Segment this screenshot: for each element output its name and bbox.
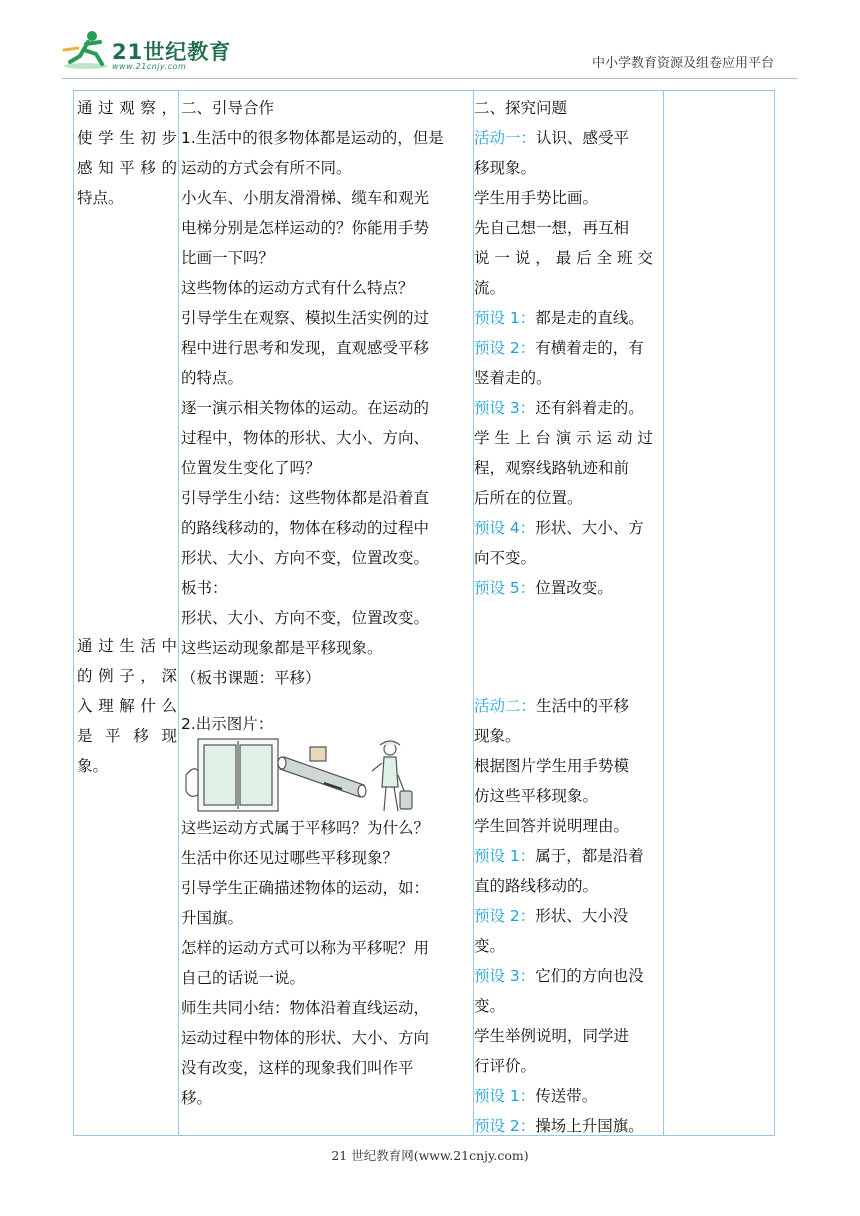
platform-name: 中小学教育资源及组卷应用平台 bbox=[591, 56, 774, 71]
student-line: 后所在的位置。 bbox=[474, 489, 583, 507]
teacher-line: 升国旗。 bbox=[181, 909, 244, 927]
objective-line: 通过生活中 bbox=[77, 637, 177, 655]
teacher-line: 引导学生正确描述物体的运动，如： bbox=[181, 879, 430, 897]
preset-line: 预设 1：传送带。 bbox=[474, 1087, 598, 1105]
preset-line: 预设 2：有横着走的，有 bbox=[474, 339, 644, 357]
teacher-line: 1.生活中的很多物体都是运动的，但是 bbox=[181, 129, 444, 147]
picture-label: 2.出示图片： bbox=[181, 715, 274, 733]
teacher-line: 移。 bbox=[181, 1089, 213, 1107]
preset-line: 预设 5：位置改变。 bbox=[474, 579, 613, 597]
conveyor-belt-icon bbox=[278, 747, 366, 797]
objective-line: 通过观察， bbox=[77, 99, 177, 117]
teacher-line: 运动的方式会有所不同。 bbox=[181, 159, 352, 177]
student-line: 根据图片学生用手势模 bbox=[474, 757, 630, 775]
preset-label: 预设 1： bbox=[474, 847, 536, 865]
student-line: 学生回答并说明理由。 bbox=[474, 817, 630, 835]
objective-line: 使学生初步 bbox=[77, 129, 177, 147]
preset-label: 预设 5： bbox=[474, 579, 536, 597]
student-line: 行评价。 bbox=[474, 1057, 537, 1075]
teacher-line: 的特点。 bbox=[181, 369, 244, 387]
student-line: 学生举例说明，同学进 bbox=[474, 1027, 630, 1045]
student-line: 先自己想一想，再互相 bbox=[474, 219, 630, 237]
objective-line: 入理解什么 bbox=[77, 697, 177, 715]
preset-line: 预设 1：属于，都是沿着 bbox=[474, 847, 644, 865]
teacher-line: 怎样的运动方式可以称为平移呢？用 bbox=[181, 939, 430, 957]
activity-line: 活动二：生活中的平移 bbox=[474, 697, 630, 715]
preset-label: 预设 2： bbox=[474, 339, 536, 357]
preset-label: 预设 4： bbox=[474, 519, 536, 537]
student-line: 仿这些平移现象。 bbox=[474, 787, 599, 805]
teacher-line: 电梯分别是怎样运动的？你能用手势 bbox=[181, 219, 430, 237]
preset-line: 预设 3：它们的方向也没 bbox=[474, 967, 644, 985]
teacher-line: 程中进行思考和发现，直观感受平移 bbox=[181, 339, 430, 357]
preset-label: 预设 2： bbox=[474, 907, 536, 925]
logo-text: 21世纪教育 bbox=[112, 40, 232, 64]
page-header bbox=[0, 0, 860, 86]
sliding-window-icon bbox=[186, 739, 278, 811]
teacher-line: 这些运动方式属于平移吗？为什么？ bbox=[181, 819, 430, 837]
student-line: 流。 bbox=[474, 279, 506, 297]
student-line: 现象。 bbox=[474, 727, 521, 745]
teacher-line: 板书： bbox=[181, 579, 228, 597]
objective-line: 象。 bbox=[77, 757, 109, 775]
preset-line: 预设 2：操场上升国旗。 bbox=[474, 1117, 644, 1135]
teacher-line: 位置发生变化了吗？ bbox=[181, 459, 321, 477]
preset-label: 预设 3： bbox=[474, 967, 536, 985]
preset-label: 预设 1： bbox=[474, 309, 536, 327]
preset-line: 预设 3：还有斜着走的。 bbox=[474, 399, 644, 417]
header-divider bbox=[62, 78, 798, 79]
student-line: 向不变。 bbox=[474, 549, 537, 567]
activity-label: 活动二： bbox=[474, 697, 537, 715]
teacher-line: 的路线移动的，物体在移动的过程中 bbox=[181, 519, 430, 537]
student-line: 学 生 上 台 演 示 运 动 过 bbox=[474, 429, 653, 447]
objective-line: 的例子，深 bbox=[77, 667, 177, 685]
teacher-line: 这些运动现象都是平移现象。 bbox=[181, 639, 383, 657]
student-line: 直的路线移动的。 bbox=[474, 877, 599, 895]
traveler-with-suitcase-icon bbox=[372, 741, 412, 811]
student-line: 移现象。 bbox=[474, 159, 537, 177]
teacher-line: 比画一下吗？ bbox=[181, 249, 275, 267]
teacher-line: 自己的话说一说。 bbox=[181, 969, 306, 987]
activity-line: 活动一：认识、感受平 bbox=[474, 129, 630, 147]
page-footer: 21 世纪教育网(www.21cnjy.com) bbox=[331, 1148, 529, 1163]
preset-label: 预设 2： bbox=[474, 1117, 536, 1135]
objective-line: 特点。 bbox=[77, 189, 124, 207]
preset-line: 预设 1：都是走的直线。 bbox=[474, 309, 644, 327]
student-line: 变。 bbox=[474, 997, 506, 1015]
objective-column bbox=[74, 91, 179, 1135]
notes-column bbox=[664, 91, 774, 1135]
teacher-line: 师生共同小结：物体沿着直线运动， bbox=[181, 999, 430, 1017]
teacher-line: （板书课题：平移） bbox=[181, 669, 321, 687]
objective-line: 感知平移的 bbox=[77, 159, 177, 177]
translation-examples-illustration bbox=[184, 735, 419, 817]
teacher-line: 引导学生在观察、模拟生活实例的过 bbox=[181, 309, 430, 327]
teacher-line: 没有改变，这样的现象我们叫作平 bbox=[181, 1059, 414, 1077]
teacher-line: 引导学生小结：这些物体都是沿着直 bbox=[181, 489, 430, 507]
lesson-table bbox=[73, 90, 775, 1136]
preset-label: 预设 1： bbox=[474, 1087, 536, 1105]
teacher-line: 过程中，物体的形状、大小、方向、 bbox=[181, 429, 430, 447]
student-line: 学生用手势比画。 bbox=[474, 189, 599, 207]
teacher-line: 生活中你还见过哪些平移现象？ bbox=[181, 849, 399, 867]
student-line: 竖着走的。 bbox=[474, 369, 552, 387]
teacher-line: 运动过程中物体的形状、大小、方向 bbox=[181, 1029, 430, 1047]
student-column bbox=[474, 91, 664, 1135]
preset-line: 预设 4：形状、大小、方 bbox=[474, 519, 644, 537]
student-line: 程，观察线路轨迹和前 bbox=[474, 459, 630, 477]
activity-label: 活动一： bbox=[474, 129, 537, 147]
teacher-line: 形状、大小、方向不变，位置改变。 bbox=[181, 549, 430, 567]
objective-line: 是 平 移 现 bbox=[77, 727, 177, 745]
student-line: 变。 bbox=[474, 937, 506, 955]
teacher-line: 这些物体的运动方式有什么特点？ bbox=[181, 279, 414, 297]
teacher-line: 形状、大小、方向不变，位置改变。 bbox=[181, 609, 430, 627]
logo-url: www.21cnjy.com bbox=[112, 62, 187, 71]
preset-label: 预设 3： bbox=[474, 399, 536, 417]
student-line: 说 一 说 ， 最 后 全 班 交 bbox=[474, 249, 653, 267]
preset-line: 预设 2：形状、大小没 bbox=[474, 907, 629, 925]
student-line: 二、探究问题 bbox=[474, 99, 568, 117]
teacher-line: 小火车、小朋友滑滑梯、缆车和观光 bbox=[181, 189, 430, 207]
teacher-line: 逐一演示相关物体的运动。在运动的 bbox=[181, 399, 430, 417]
teacher-column bbox=[179, 91, 474, 1135]
teacher-line: 二、引导合作 bbox=[181, 99, 275, 117]
